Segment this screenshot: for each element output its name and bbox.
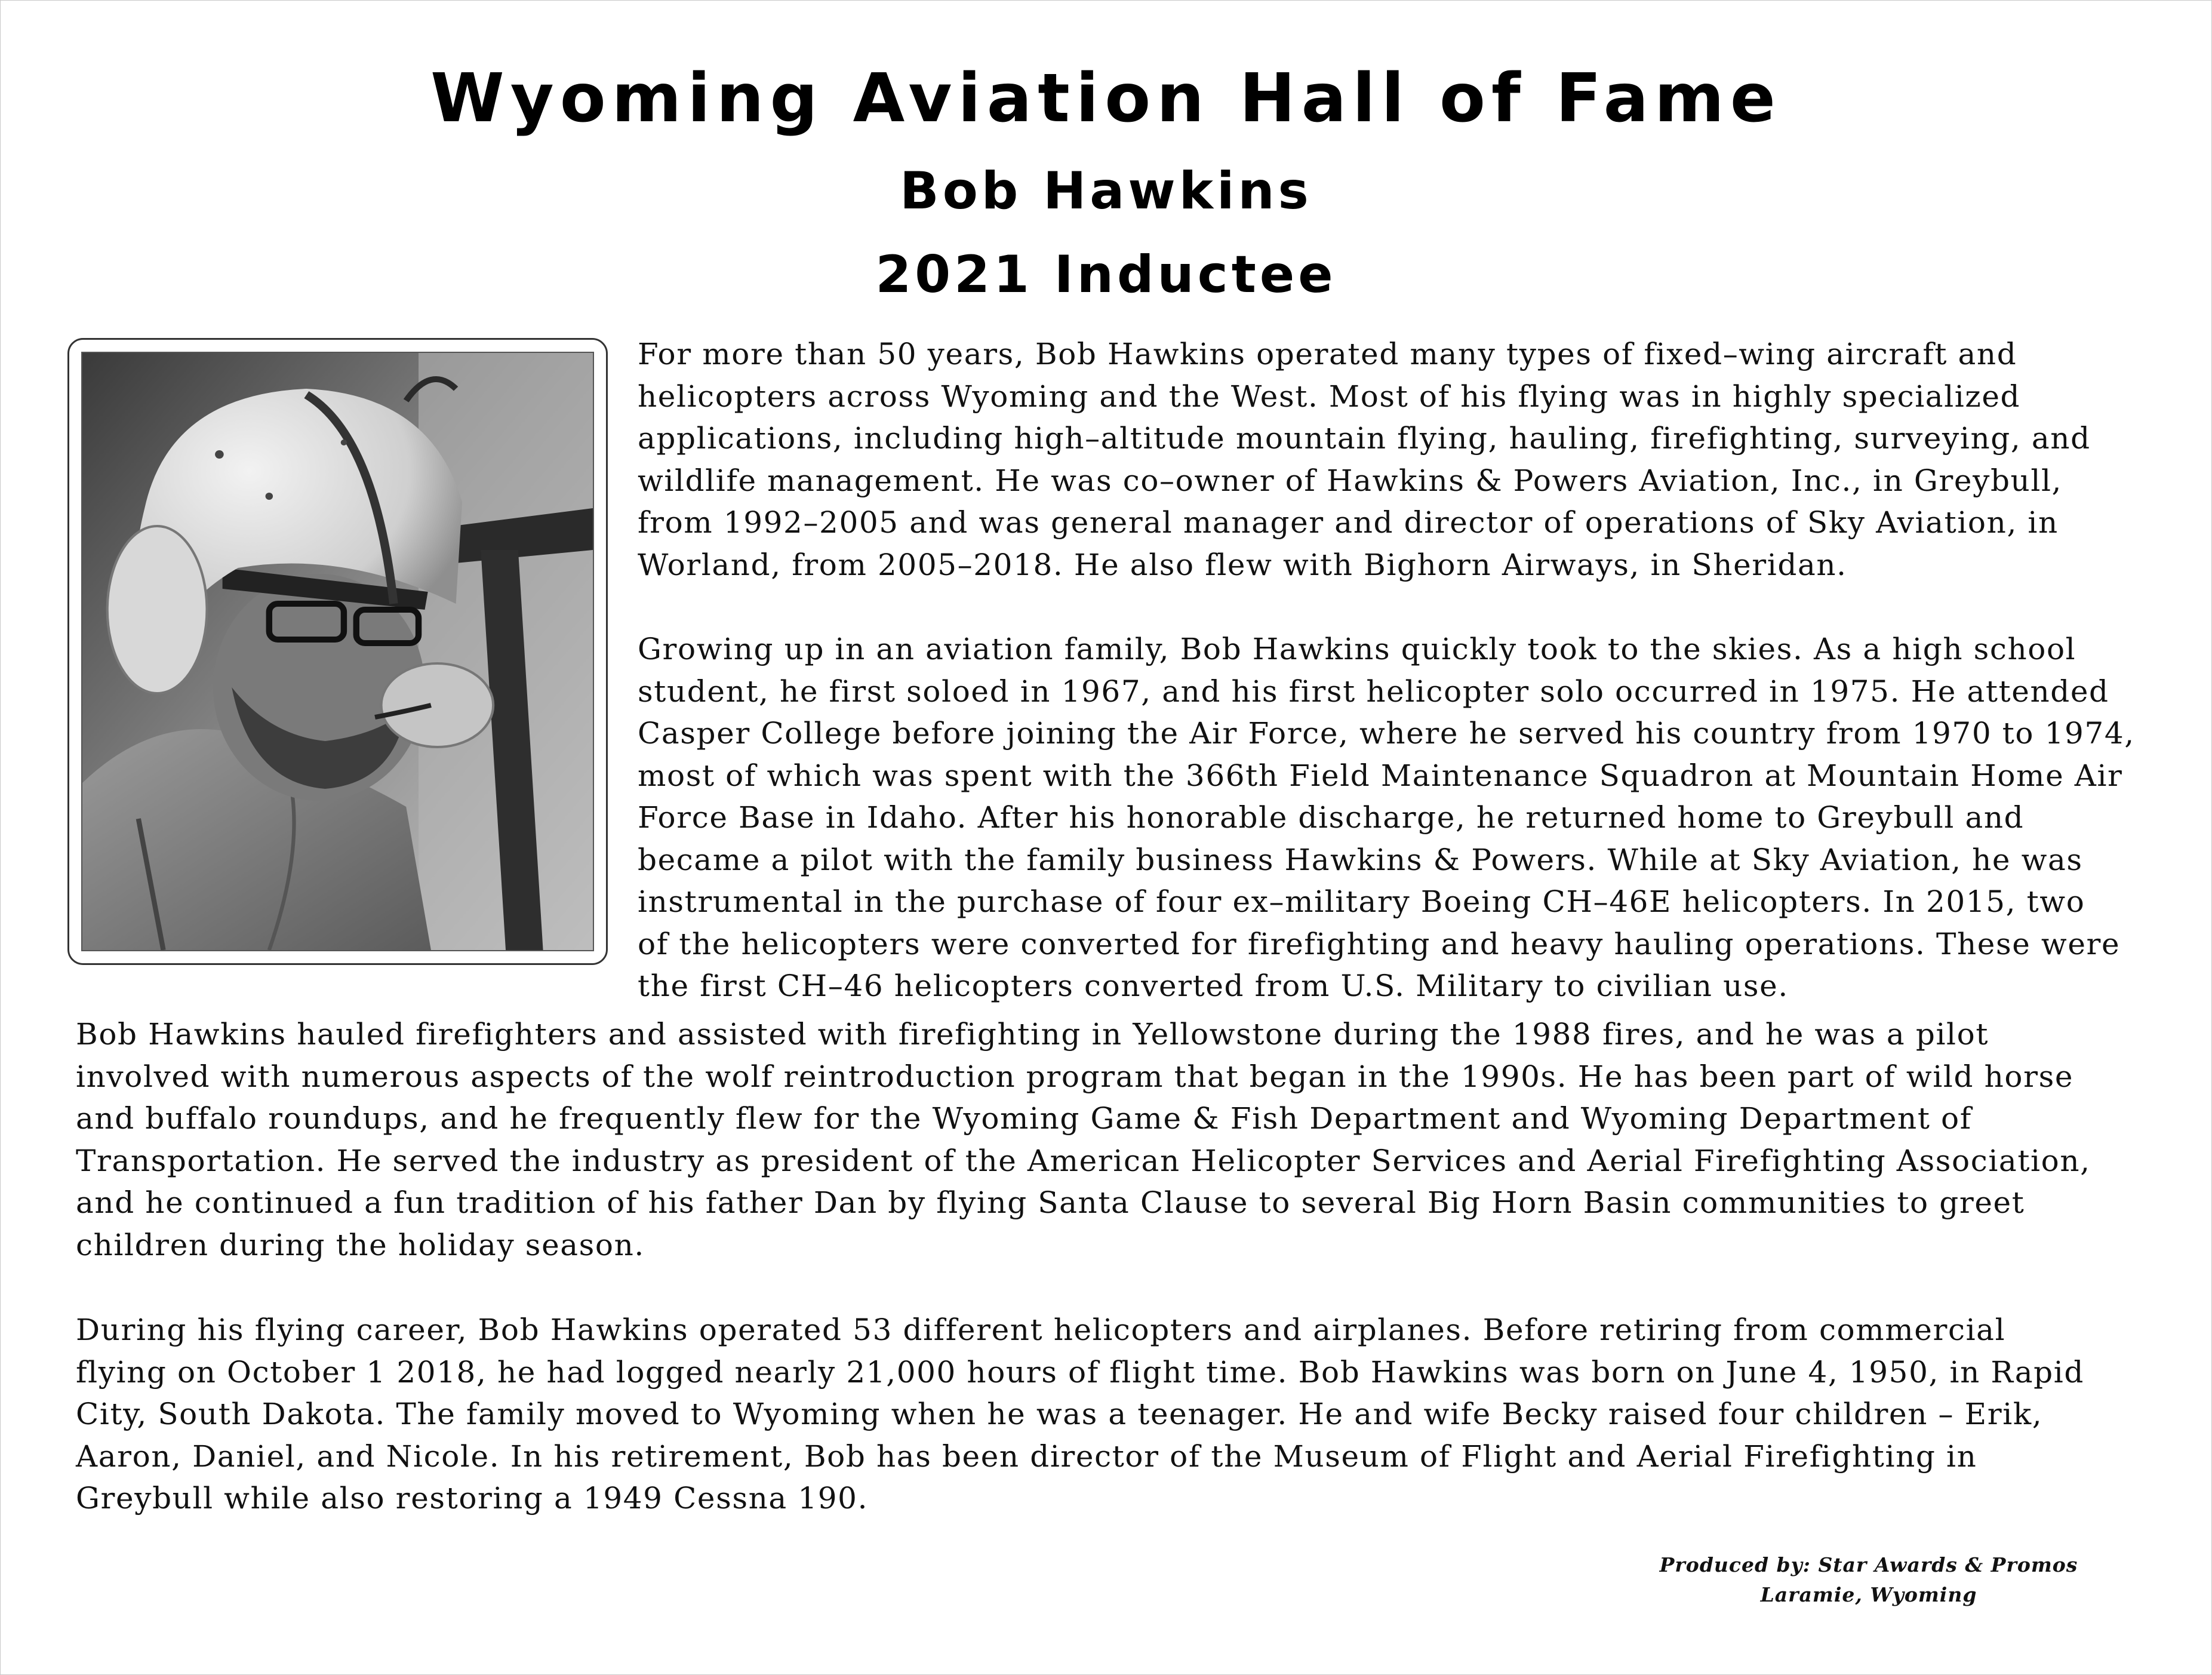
- text-line: Aaron, Daniel, and Nicole. In his retirement, Bob has been director of the Museum of Flight and Aerial Firefighting in: [76, 1439, 1977, 1474]
- text-line: Transportation. He served the industry as president of the American Helicopter Services and Aerial Firefighting Association,: [76, 1143, 2091, 1178]
- text-line: most of which was spent with the 366th Field Maintenance Squadron at Mountain Home Air: [638, 758, 2123, 793]
- text-line: became a pilot with the family business Hawkins & Powers. While at Sky Aviation, he was: [638, 842, 2083, 877]
- paragraph-firefighting: [76, 1013, 2091, 1266]
- text-line: of the helicopters were converted for firefighting and heavy hauling operations. These were: [638, 926, 2121, 961]
- text-line: and buffalo roundups, and he frequently flew for the Wyoming Game & Fish Department and Wyoming Department of: [76, 1101, 1972, 1136]
- text-line: For more than 50 years, Bob Hawkins operated many types of fixed–wing aircraft and: [638, 337, 2017, 371]
- text-line: wildlife management. He was co–owner of Hawkins & Powers Aviation, Inc., in Greybull,: [638, 463, 2063, 498]
- text-line: City, South Dakota. The family moved to Wyoming when he was a teenager. He and wife Becky raised four children – Erik,: [76, 1397, 2043, 1431]
- text-line: During his flying career, Bob Hawkins operated 53 different helicopters and airplanes. Before retiring from commercial: [76, 1313, 2006, 1347]
- text-line: Casper College before joining the Air Force, where he served his country from 1970 to 1974,: [638, 716, 2135, 751]
- text-line: and he continued a fun tradition of his father Dan by flying Santa Clause to several Big Horn Basin communities to greet: [76, 1185, 2025, 1220]
- portrait-photo: [81, 352, 594, 951]
- page-title: Wyoming Aviation Hall of Fame: [430, 60, 1782, 137]
- inductee-name: Bob Hawkins: [900, 161, 1312, 221]
- text-line: applications, including high–altitude mountain flying, hauling, firefighting, surveying, and: [638, 421, 2091, 456]
- text-line: children during the holiday season.: [76, 1227, 645, 1262]
- text-line: Force Base in Idaho. After his honorable discharge, he returned home to Greybull and: [638, 800, 2025, 835]
- text-line: involved with numerous aspects of the wolf reintroduction program that began in the 1990s. He has been part of wild horse: [76, 1059, 2074, 1094]
- text-line: Bob Hawkins hauled firefighters and assisted with firefighting in Yellowstone during the 1988 fires, and he was a pilot: [76, 1017, 1989, 1052]
- text-line: student, he first soloed in 1967, and his first helicopter solo occurred in 1975. He attended: [638, 674, 2109, 709]
- paragraph-retirement: [76, 1309, 2084, 1520]
- producer-credit: Produced by: Star Awards & Promos: [1659, 1553, 2078, 1576]
- text-line: flying on October 1 2018, he had logged nearly 21,000 hours of flight time. Bob Hawkins was born on June 4, 1950, in Rapid: [76, 1354, 2084, 1390]
- text-line: Growing up in an aviation family, Bob Hawkins quickly took to the skies. As a high school: [638, 632, 2076, 666]
- text-line: instrumental in the purchase of four ex–military Boeing CH–46E helicopters. In 2015, two: [638, 884, 2085, 919]
- text-line: Worland, from 2005–2018. He also flew with Bighorn Airways, in Sheridan.: [638, 547, 1847, 582]
- text-line: the first CH–46 helicopters converted from U.S. Military to civilian use.: [638, 969, 1789, 1003]
- text-line: helicopters across Wyoming and the West. Most of his flying was in highly specialized: [638, 379, 2021, 414]
- paragraph-career-overview: [638, 333, 2091, 586]
- inductee-year: 2021 Inductee: [875, 245, 1337, 305]
- text-line: from 1992–2005 and was general manager and director of operations of Sky Aviation, in: [638, 505, 2059, 540]
- producer-location: Laramie, Wyoming: [1760, 1583, 1977, 1606]
- photo-frame: [67, 338, 608, 965]
- text-line: Greybull while also restoring a 1949 Cessna 190.: [76, 1481, 869, 1516]
- paragraph-early-life: [638, 628, 2135, 1007]
